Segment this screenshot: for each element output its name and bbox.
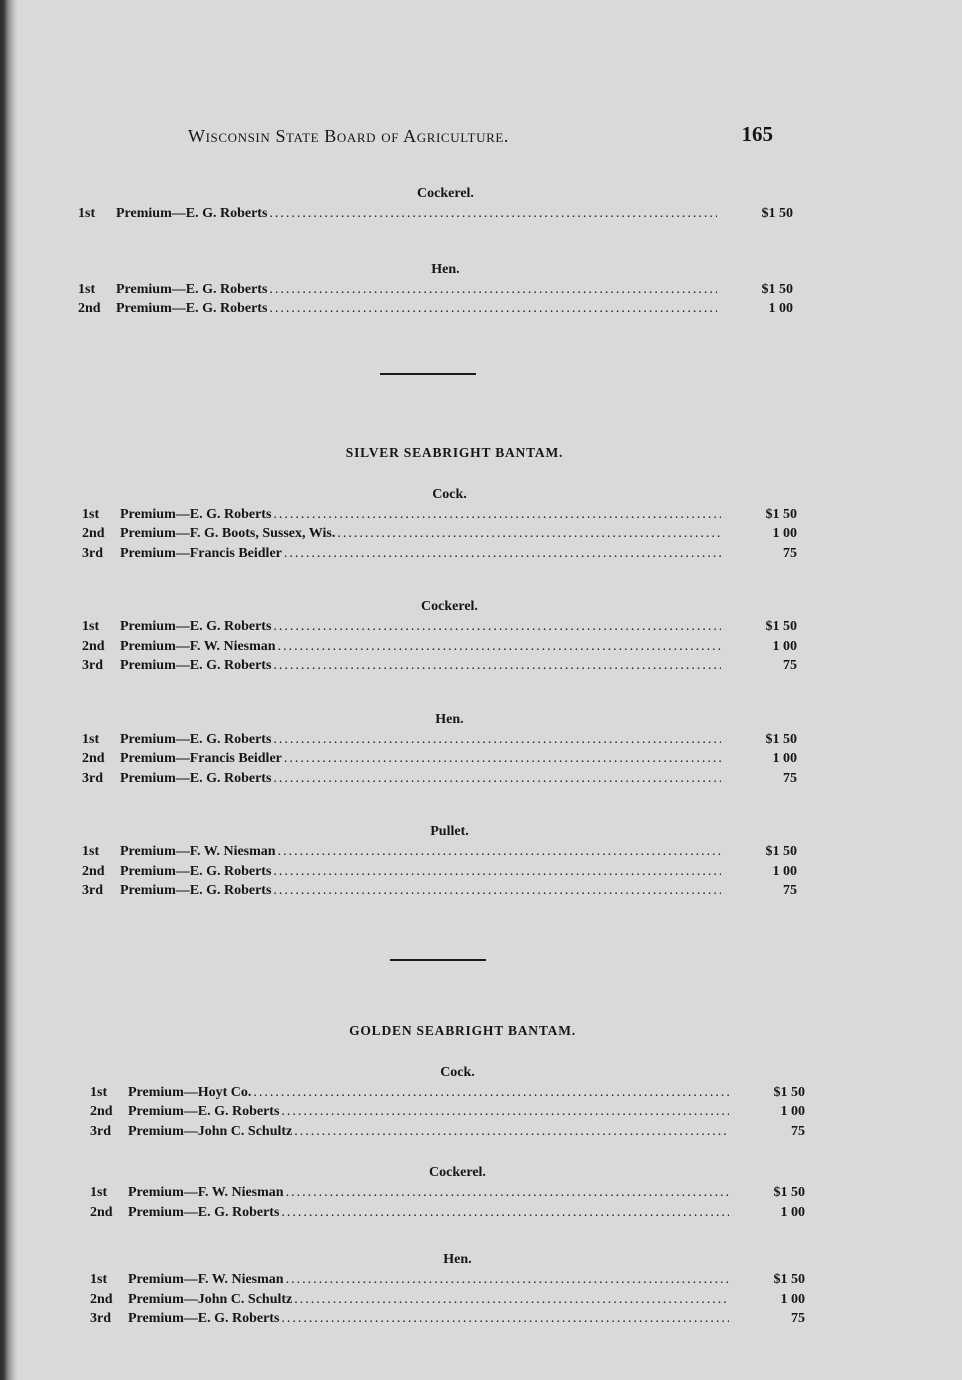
entry-winner: Premium—F. W. Niesman	[128, 1272, 284, 1287]
premium-entry	[82, 864, 797, 884]
entry-winner: Premium—E. G. Roberts	[128, 1104, 280, 1119]
dot-leader	[273, 771, 721, 787]
premium-entry	[90, 1311, 805, 1331]
entry-place: 3rd	[82, 545, 103, 561]
entry-winner: Premium—F. W. Niesman	[128, 1185, 284, 1200]
dot-leader	[281, 1311, 729, 1327]
entry-winner: Premium—E. G. Roberts	[120, 731, 272, 747]
premium-entry	[82, 639, 797, 659]
entry-place: 2nd	[90, 1291, 113, 1307]
silver-cockerel-group	[82, 599, 797, 678]
entry-place: 2nd	[90, 1204, 113, 1220]
entry-amount: $1 50	[773, 1084, 805, 1100]
dot-leader	[286, 1185, 729, 1201]
silver-hen-group	[82, 712, 797, 791]
entry-amount: 1 00	[772, 751, 797, 766]
dot-leader	[273, 732, 721, 748]
entry-place: 3rd	[82, 658, 103, 673]
entry-winner: Premium—E. G. Roberts	[120, 658, 272, 673]
premium-list	[82, 619, 797, 678]
dot-leader	[281, 1104, 729, 1120]
class-title: Cock.	[440, 1064, 475, 1080]
entry-amount: 1 00	[780, 1104, 805, 1119]
premium-entry	[82, 732, 797, 752]
premium-entry	[90, 1292, 805, 1312]
entry-amount: $1 50	[773, 1185, 805, 1200]
premium-entry	[90, 1205, 805, 1225]
class-title: Hen.	[435, 711, 464, 727]
entry-place: 1st	[78, 281, 96, 297]
premium-entry	[90, 1185, 805, 1205]
dot-leader	[269, 206, 717, 222]
entry-amount: 1 00	[780, 1291, 805, 1307]
premium-list	[82, 507, 797, 566]
entry-place: 2nd	[82, 638, 105, 654]
class-title: Cockerel.	[417, 186, 474, 201]
entry-winner: Premium—Francis Beidler	[120, 545, 282, 561]
premium-entry	[82, 771, 797, 791]
entry-amount: 1 00	[772, 863, 797, 879]
entry-amount: 75	[783, 883, 797, 898]
dot-leader	[278, 844, 721, 860]
premium-list	[78, 282, 793, 321]
entry-amount: 75	[783, 770, 797, 786]
premium-list	[90, 1272, 805, 1331]
section-title: SILVER SEABRIGHT BANTAM.	[345, 444, 564, 460]
entry-winner: Premium—Francis Beidler	[120, 751, 282, 766]
entry-place: 3rd	[90, 1311, 111, 1326]
book-page	[78, 120, 805, 1331]
class-title: Cockerel.	[429, 1165, 486, 1180]
entry-winner: Premium—Hoyt Co.	[128, 1084, 252, 1100]
entry-amount: $1 50	[761, 281, 793, 297]
dot-leader	[269, 282, 717, 298]
premium-entry	[90, 1124, 805, 1144]
entry-place: 1st	[82, 844, 100, 859]
premium-list	[82, 732, 797, 791]
entry-place: 3rd	[82, 883, 103, 898]
dot-leader	[284, 751, 721, 767]
premium-list	[82, 844, 797, 903]
entry-place: 2nd	[82, 863, 105, 879]
entry-winner: Premium—E. G. Roberts	[120, 883, 272, 898]
silver-seabright-section	[82, 445, 797, 903]
class-title: Hen.	[443, 1252, 472, 1267]
dot-leader	[273, 658, 721, 674]
entry-place: 1st	[78, 206, 96, 221]
entry-winner: Premium—E. G. Roberts	[120, 770, 272, 786]
entry-winner: Premium—E. G. Roberts	[116, 301, 268, 316]
entry-amount: $1 50	[765, 506, 797, 522]
top-cockerel-group	[78, 186, 793, 226]
premium-entry	[82, 658, 797, 678]
dot-leader	[286, 1272, 729, 1288]
premium-entry	[82, 844, 797, 864]
class-title: Cockerel.	[421, 599, 478, 614]
entry-amount: 1 00	[780, 1204, 805, 1220]
entry-place: 1st	[82, 619, 100, 634]
golden-cock-group	[90, 1065, 805, 1144]
entry-amount: 1 00	[772, 638, 797, 654]
golden-seabright-section	[90, 1023, 805, 1331]
entry-place: 2nd	[78, 301, 101, 316]
dot-leader	[253, 1085, 729, 1101]
entry-place: 1st	[90, 1084, 108, 1100]
entry-winner: Premium—E. G. Roberts	[116, 206, 268, 221]
running-head	[78, 120, 793, 160]
class-title: Cock.	[432, 486, 467, 502]
dot-leader	[273, 619, 721, 635]
page-number: 165	[741, 122, 773, 146]
class-title: Hen.	[431, 261, 460, 277]
running-title: Wisconsin State Board of Agriculture.	[188, 126, 509, 146]
premium-list	[90, 1185, 805, 1224]
entry-place: 1st	[82, 506, 100, 522]
entry-winner: Premium—E. G. Roberts	[116, 281, 268, 297]
section-divider	[380, 373, 476, 375]
entry-winner: Premium—E. G. Roberts	[120, 619, 272, 634]
dot-leader	[278, 639, 721, 655]
entry-winner: Premium—F. G. Boots, Sussex, Wis.	[120, 526, 336, 541]
entry-winner: Premium—F. W. Niesman	[120, 844, 276, 859]
premium-entry	[78, 301, 793, 321]
entry-amount: $1 50	[773, 1272, 805, 1287]
entry-winner: Premium—E. G. Roberts	[120, 863, 272, 879]
premium-entry	[82, 619, 797, 639]
entry-amount: $1 50	[761, 206, 793, 221]
entry-amount: 75	[791, 1311, 805, 1326]
premium-list	[78, 206, 793, 226]
dot-leader	[273, 507, 721, 523]
premium-entry	[90, 1104, 805, 1124]
entry-winner: Premium—F. W. Niesman	[120, 638, 276, 654]
entry-amount: $1 50	[765, 619, 797, 634]
golden-hen-group	[90, 1252, 805, 1331]
golden-cockerel-group	[90, 1165, 805, 1224]
entry-amount: 75	[783, 658, 797, 673]
entry-place: 2nd	[82, 751, 105, 766]
dot-leader	[273, 883, 721, 899]
dot-leader	[269, 301, 717, 317]
entry-place: 3rd	[90, 1123, 111, 1139]
dot-leader	[281, 1205, 729, 1221]
dot-leader	[294, 1292, 729, 1308]
premium-entry	[82, 526, 797, 546]
entry-amount: 75	[791, 1123, 805, 1139]
entry-winner: Premium—John C. Schultz	[128, 1291, 293, 1307]
top-hen-group	[78, 262, 793, 321]
entry-amount: 1 00	[772, 526, 797, 541]
entry-winner: Premium—E. G. Roberts	[120, 506, 272, 522]
silver-cock-group	[82, 487, 797, 566]
section-divider	[390, 959, 486, 961]
premium-list	[90, 1085, 805, 1144]
premium-entry	[82, 546, 797, 566]
entry-place: 1st	[90, 1272, 108, 1287]
premium-entry	[82, 507, 797, 527]
entry-place: 3rd	[82, 770, 103, 786]
entry-amount: 75	[783, 545, 797, 561]
dot-leader	[337, 526, 721, 542]
book-binding-edge	[0, 0, 18, 1380]
premium-entry	[90, 1085, 805, 1105]
entry-amount: 1 00	[768, 301, 793, 316]
entry-place: 1st	[82, 731, 100, 747]
entry-place: 2nd	[82, 526, 105, 541]
premium-entry	[90, 1272, 805, 1292]
dot-leader	[284, 546, 721, 562]
dot-leader	[294, 1124, 729, 1140]
entry-amount: $1 50	[765, 731, 797, 747]
entry-winner: Premium—E. G. Roberts	[128, 1311, 280, 1326]
premium-entry	[82, 883, 797, 903]
entry-place: 1st	[90, 1185, 108, 1200]
entry-amount: $1 50	[765, 844, 797, 859]
dot-leader	[273, 864, 721, 880]
silver-pullet-group	[82, 824, 797, 903]
section-title: GOLDEN SEABRIGHT BANTAM.	[349, 1022, 576, 1038]
entry-winner: Premium—John C. Schultz	[128, 1123, 293, 1139]
premium-entry	[78, 282, 793, 302]
premium-entry	[82, 751, 797, 771]
entry-place: 2nd	[90, 1104, 113, 1119]
class-title: Pullet.	[430, 824, 469, 839]
entry-winner: Premium—E. G. Roberts	[128, 1204, 280, 1220]
premium-entry	[78, 206, 793, 226]
